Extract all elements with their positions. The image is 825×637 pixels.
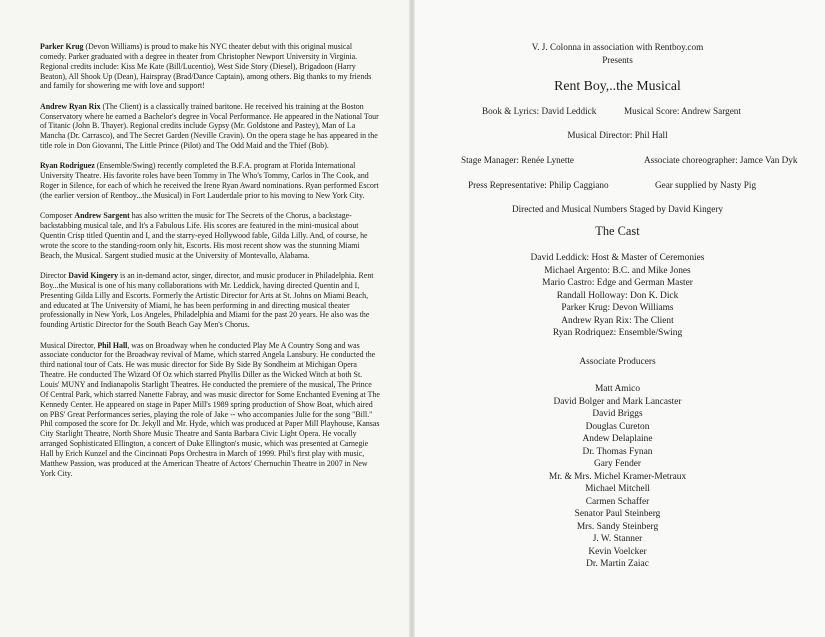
credit-musical-score: Musical Score: Andrew Sargent [624, 106, 741, 116]
producer-name: David Briggs [592, 409, 643, 419]
cast-member: Andrew Ryan Rix: The Client [561, 315, 674, 326]
cast-member: Ryan Rodriquez: Ensemble/Swing [552, 328, 683, 338]
producer-name: Mrs. Sandy Steinberg [576, 521, 659, 532]
bio-andrew-sargent [40, 211, 380, 260]
credit-musical-director: Musical Director: Phil Hall [567, 130, 668, 140]
bio-text: (Ensemble/Swing) recently completed the B.F.A. program at Florida International University Theatre. His favorite roles have been Tommy in The Who's Tommy, Carlos in The Cook, and Roger in Silence, for each of which he received the Irene Ryan Award nominations. Ryan performed Escort (the earlier version of Rentboy...the Musical) in Fort Lauderdale prior to his moving to New York City. [40, 161, 379, 200]
producer-name: Senator Paul Steinberg [574, 509, 661, 519]
bio-text: has also written the music for The Secrets of the Chorus, a backstage-backstabbing musical tale, and It's a Fabulous Life. His scores are featured in the mini-musical about Quentin Crisp titled Quentin and I, and the starry-eyed Hollywood fable, Gilda Lilly. And, of course, he wrote the score to the standing-room only hit, Escorts. His most recent show was the stunning Miami Beach, the Musical. Sargent studied music at the University of Montevallo, Alabama. [40, 211, 368, 260]
cast-member: Randall Holloway: Don K. Dick [556, 290, 679, 301]
cast-member: David Leddick: Host & Master of Ceremonies [530, 253, 705, 263]
bio-ryan-rodriguez [40, 161, 380, 200]
cast-member: Mario Castro: Edge and German Master [542, 278, 693, 288]
bio-prefix: Musical Director, [40, 340, 98, 350]
bio-text: (The Client) is a classically trained baritone. He received his training at the Boston Conservatory where he earned a Bachelor's degree in Vocal Performance. He appeared in the National Tour of Titanic (John B. Thayer). Regional credits include Gypsy (Mr. Goldstone and Pastey), Man of La Mancha (Dr. Carrasco), and The Secret Garden (Neville Cravin). On the opera stage he has appeared in the title role in Don Giovanni, The Little Prince (Pilot) and The Odd Maid and the Thief (Bob). [40, 101, 379, 151]
producer-name: Dr. Thomas Fynan [582, 446, 653, 457]
producer-name: Mr. & Mrs. Michel Kramer-Metraux [548, 471, 687, 482]
credit-gear: Gear supplied by Nasty Pig [655, 180, 757, 190]
bio-name: Ryan Rodriguez [40, 161, 95, 171]
credit-directed-staged: Directed and Musical Numbers Staged by David Kingery [511, 204, 723, 214]
bio-text: is an in-demand actor, singer, director, and music producer in Philadelphia. Rent Boy...the Musical is one of his many collaborations with Mr. Leddick, having directed Quentin and I, Presenting Gilda Lilly and Escorts. Formerly the Artistic Director for Arts at St. Johns on Miami Beach, and educated at The University of Miami, he has been performing in and directing musical theater professionally in New York, Los Angeles, Philadelphia and Miami for the past 20 years. He also was the founding Artistic Director for the South Beach Gay Men's Chorus. [40, 271, 374, 330]
bio-text: (Devon Williams) is proud to make his NYC theater debut with this original musical comedy. Parker graduated with a degree in theater from Christopher Newport University in Virginia. Regional credits include: Kiss Me Kate (Bill/Lucentio), West Side Story (Diesel), Brigadoon (Harry Beaton), All Shook Up (Dean), Hairspray (Brad/Dance Captain), among others. Big thanks to my friends and family for showering me with love and support! [40, 42, 372, 91]
left-page [0, 0, 412, 637]
cast-heading: The Cast [595, 224, 640, 238]
bio-name: Phil Hall [97, 340, 128, 350]
bio-text: , was on Broadway when he conducted Play Me A Country Song and was associate conductor for the Broadway revival of Mame, which starred Angela Lansbury. He conducted the third national tour of Cats. He was music director for Side By Side By Sondheim at Michigan Opera Theatre. He conducted The Wizard Of Oz which starred Phyllis Diller as the Wicked Witch at both St. Louis' MUNY and Indianapolis Starlight Theatres. He conducted the premiere of the musical, The Prince Of Central Park, which starred Nanette Fabray, and was music director for Some Enchanted Evening at The Kennedy Center. He appeared on stage in Paper Mill's 1989 spring production of Show Boat, which aired on PBS' Great Performances series, playing the role of Jake -- who accompanies Julie for the song "Bill." Phil composed the score for Dr. Jekyll and Mr. Hyde, which was produced at Paper Mill Playhouse, Kansas City Starlight Theatre, North Shore Music Theatre and Santa Barbara Civic Light Opera. He vocally arranged Sophisticated Ellington, a concert of Duke Ellington's music, which was presented at Carnegie Hall by Erich Kunzel and the Cincinnati Pops Orchestra in March of 1999. Phil's first play with music, Matthew Passion, was produced at the American Theatre of Actors' Chernuchin Theatre in 2007 in New York City. [40, 340, 380, 478]
bio-name: Andrew Sargent [74, 211, 130, 221]
credit-press-representative: Press Representative: Philip Caggiano [468, 180, 609, 190]
producer-name: Andew Delaplaine [582, 434, 653, 444]
show-title: Rent Boy,..the Musical [554, 78, 681, 93]
producers-heading: Associate Producers [579, 357, 656, 367]
producer-name: J. W. Stanner [592, 534, 643, 544]
bio-phil-hall [40, 341, 380, 479]
page-fold [409, 0, 415, 637]
producer-name: Gary Fender [593, 459, 642, 469]
producer-name: David Bolger and Mark Lancaster [553, 396, 682, 407]
credit-choreographer: Associate choreographer: Jamce Van Dyk [644, 155, 798, 165]
credit-stage-manager: Stage Manager: Renée Lynette [461, 155, 575, 165]
producer-name: Michael Mitchell [585, 484, 650, 494]
producer-name: Kevin Voelcker [588, 546, 647, 557]
credit-book-lyrics: Book & Lyrics: David Leddick [482, 106, 597, 116]
producer-name: Matt Amico [594, 384, 641, 394]
cast-member: Michael Argento: B.C. and Mike Jones [544, 265, 691, 276]
bio-parker-krug [40, 42, 380, 91]
presenter-line: V. J. Colonna in association with Rentboy.com [531, 42, 704, 52]
bio-name: Parker Krug [40, 42, 84, 51]
bio-andrew-ryan-rix [40, 102, 380, 151]
bio-name: David Kingery [68, 271, 119, 281]
bio-name: Andrew Ryan Rix [40, 101, 101, 111]
producer-name: Carmen Schaffer [585, 496, 650, 507]
bios-column [40, 42, 380, 489]
bio-david-kingery [40, 271, 380, 330]
cast-member: Parker Krug: Devon Williams [561, 303, 674, 313]
producer-name: Douglas Cureton [585, 421, 650, 432]
bio-prefix: Director [40, 271, 69, 281]
bio-prefix: Composer [40, 211, 75, 221]
presents-line: Presents [602, 55, 633, 65]
producer-name: Dr. Martin Zaiac [586, 559, 649, 569]
